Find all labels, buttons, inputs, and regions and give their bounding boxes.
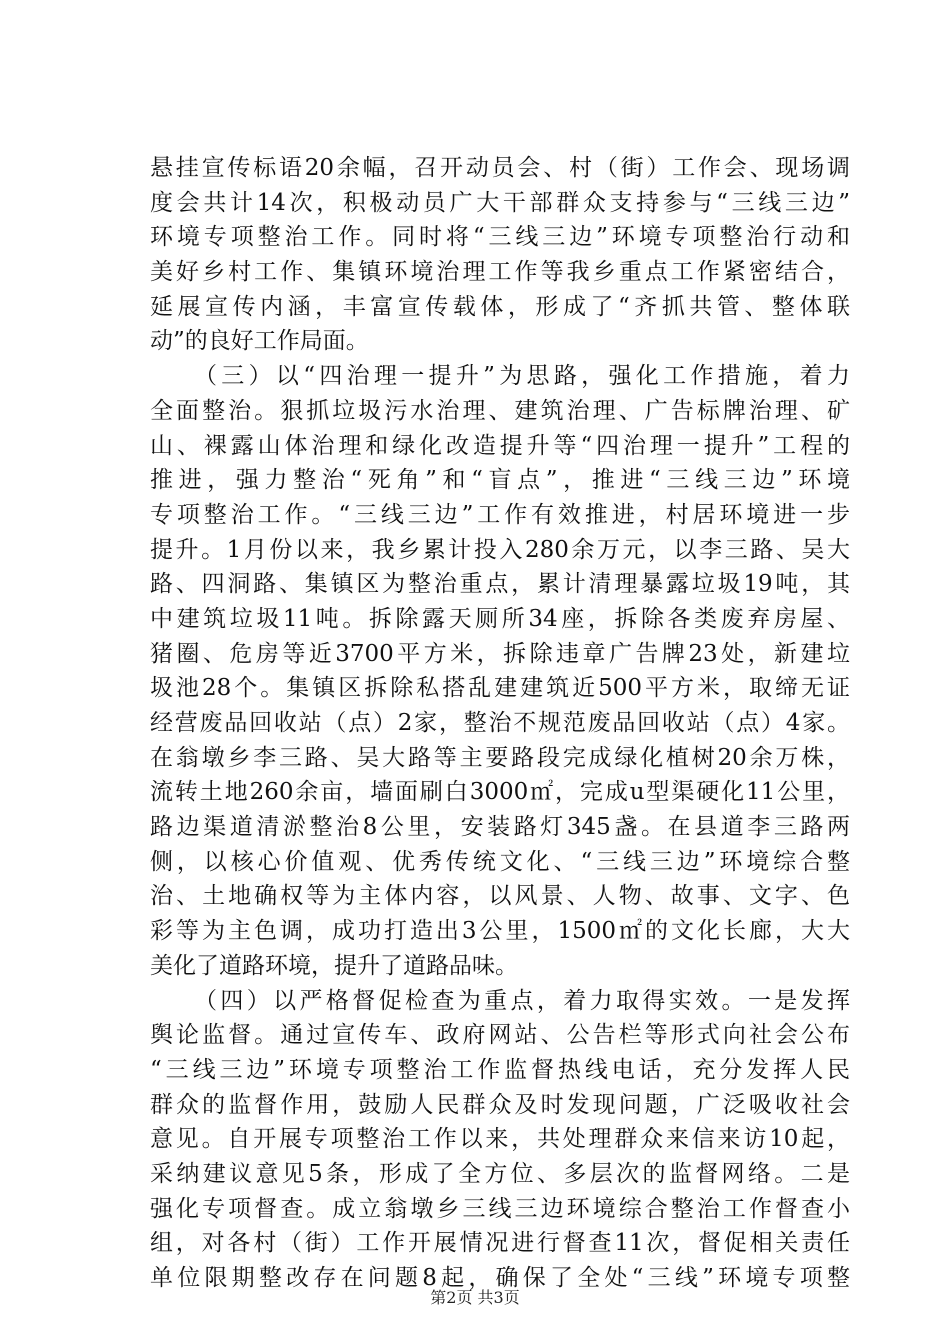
text-line: 专项整治工作。“三线三边”工作有效推进，村居环境进一步: [150, 501, 850, 528]
text-line: 动”的良好工作局面。: [150, 328, 369, 355]
text-line: 侧，以核心价值观、优秀传统文化、“三线三边”环境综合整: [150, 848, 850, 875]
page-number-footer: 第2页 共3页: [430, 1288, 520, 1307]
text-line: 组，对各村（街）工作开展情况进行督查11次，督促相关责任: [150, 1230, 850, 1257]
text-line: “三线三边”环境专项整治工作监督热线电话，充分发挥人民: [150, 1056, 850, 1083]
text-line: 圾池28个。集镇区拆除私搭乱建建筑近500平方米，取缔无证: [150, 675, 850, 702]
paragraph-heading-line: （三）以“四治理一提升”为思路，强化工作措施，着力: [194, 363, 850, 390]
document-body: [150, 151, 850, 1296]
text-line: 经营废品回收站（点）2家，整治不规范废品回收站（点）4家。: [150, 710, 850, 736]
text-line: 在翁墩乡李三路、吴大路等主要路段完成绿化植树20余万株，: [150, 744, 850, 771]
text-line: 猪圈、危房等近3700平方米，拆除违章广告牌23处，新建垃: [150, 640, 850, 667]
paragraph-heading-line: （四）以严格督促检查为重点，着力取得实效。一是发挥: [194, 987, 850, 1014]
text-line: 美化了道路环境，提升了道路品味。: [150, 952, 518, 979]
text-line: 群众的监督作用，鼓励人民群众及时发现问题，广泛吸收社会: [150, 1091, 850, 1118]
text-line: 单位限期整改存在问题8起，确保了全处“三线”环境专项整: [150, 1265, 850, 1291]
text-line: 度会共计14次，积极动员广大干部群众支持参与“三线三边”: [150, 189, 850, 216]
text-line: 意见。自开展专项整治工作以来，共处理群众来信来访10起，: [150, 1126, 850, 1153]
text-line: 舆论监督。通过宣传车、政府网站、公告栏等形式向社会公布: [150, 1022, 850, 1049]
text-line: 美好乡村工作、集镇环境治理工作等我乡重点工作紧密结合，: [150, 259, 850, 286]
text-line: 提升。1月份以来，我乡累计投入280余万元，以李三路、吴大: [150, 536, 850, 563]
text-line: 强化专项督查。成立翁墩乡三线三边环境综合整治工作督查小: [150, 1195, 850, 1222]
text-line: 延展宣传内涵，丰富宣传载体，形成了“齐抓共管、整体联: [150, 293, 850, 320]
text-line: 治、土地确权等为主体内容，以风景、人物、故事、文字、色: [150, 883, 850, 910]
text-line: 山、裸露山体治理和绿化改造提升等“四治理一提升”工程的: [150, 432, 850, 459]
text-line: 环境专项整治工作。同时将“三线三边”环境专项整治行动和: [150, 224, 850, 251]
text-line: 全面整治。狠抓垃圾污水治理、建筑治理、广告标牌治理、矿: [150, 397, 850, 424]
text-line: 悬挂宣传标语20余幅，召开动员会、村（街）工作会、现场调: [150, 155, 850, 181]
text-line: 推进，强力整治“死角”和“盲点”，推进“三线三边”环境: [150, 467, 850, 494]
text-line: 采纳建议意见5条，形成了全方位、多层次的监督网络。二是: [150, 1160, 850, 1187]
text-line: 彩等为主色调，成功打造出3公里，1500㎡的文化长廊，大大: [150, 918, 850, 945]
text-line: 流转土地260余亩，墙面刷白3000㎡，完成u型渠硬化11公里，: [150, 779, 850, 806]
text-line: 路边渠道清淤整治8公里，安装路灯345盏。在县道李三路两: [150, 814, 850, 841]
text-line: 中建筑垃圾11吨。拆除露天厕所34座，拆除各类废弃房屋、: [150, 605, 850, 632]
text-line: 路、四洞路、集镇区为整治重点，累计清理暴露垃圾19吨，其: [150, 571, 850, 598]
